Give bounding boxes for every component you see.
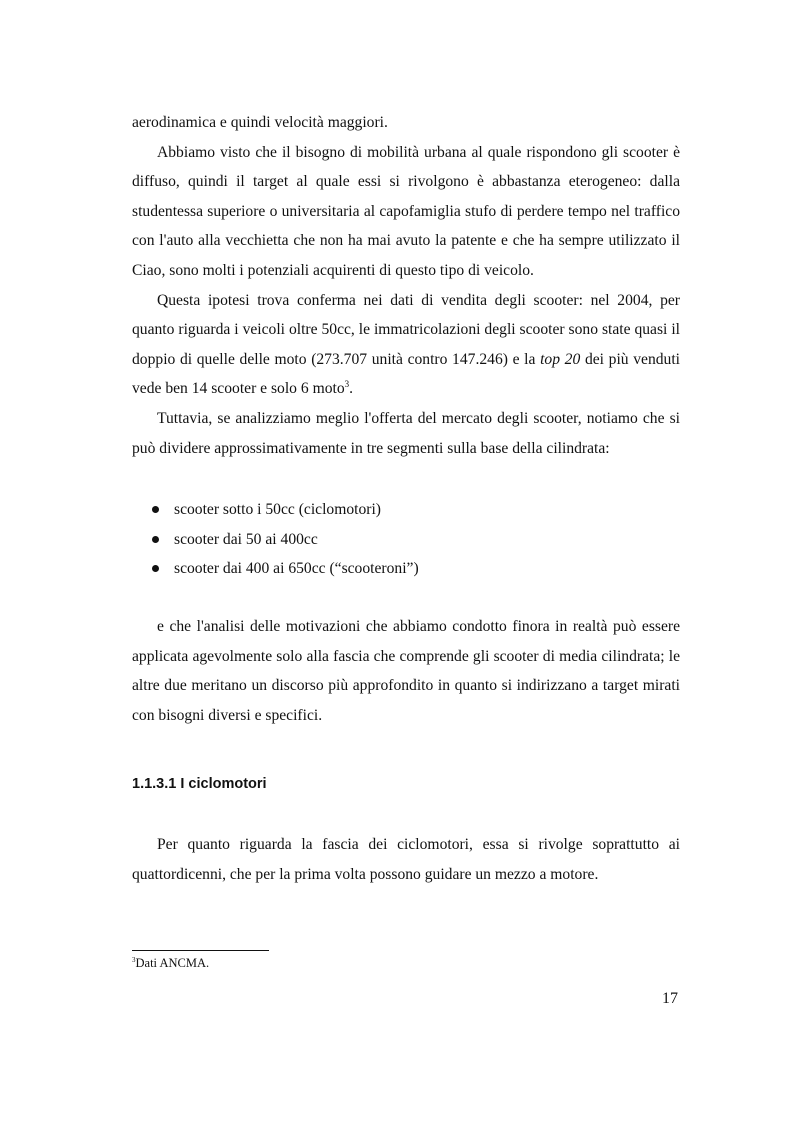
- top20-emphasis: top 20: [540, 350, 581, 368]
- paragraph-continuation: aerodinamica e quindi velocità maggiori.: [132, 114, 388, 131]
- sales-text-b: dei più venduti vede ben 14 scooter e solo 6 moto: [132, 350, 681, 398]
- list-item: [132, 495, 680, 525]
- page-number: 17: [662, 990, 678, 1007]
- list-item: [132, 525, 680, 555]
- paragraph-mobility: Abbiamo visto che il bisogno di mobilità urbana al quale rispondono gli scooter è diffuso, quindi il target al quale essi si rivolgono è abbastanza eterogeneo: dalla studentessa superiore o universitaria al capofamiglia stufo di perdere tempo nel traffico con l'auto alla vecchietta che non ha mai avuto la patente e che ha sempre utilizzato il Ciao, sono molti i potenziali acquirenti di questo tipo di veicolo.: [132, 143, 680, 279]
- bullet-icon: [152, 565, 159, 572]
- list-item: [132, 554, 680, 584]
- footnote-reference[interactable]: 3: [344, 379, 350, 390]
- footnote-divider: [132, 950, 269, 951]
- sales-text-end: .: [349, 380, 354, 398]
- list-item-text: scooter dai 400 ai 650cc (“scooteroni”): [174, 560, 419, 578]
- footnote-text: Dati ANCMA.: [135, 956, 210, 970]
- section-heading: 1.1.3.1 I ciclomotori: [132, 776, 267, 793]
- paragraph-segments: Tuttavia, se analizziamo meglio l'offerta del mercato degli scooter, notiamo che si può dividere approssimativamente in tre segmenti sulla base della cilindrata:: [132, 409, 680, 457]
- list-item-text: scooter sotto i 50cc (ciclomotori): [174, 501, 381, 519]
- list-item-text: scooter dai 50 ai 400cc: [174, 530, 318, 548]
- segment-list: [132, 495, 680, 584]
- footnote-number: 3: [132, 955, 136, 964]
- bullet-icon: [152, 506, 159, 513]
- paragraph-ciclomotori: Per quanto riguarda la fascia dei ciclomotori, essa si rivolge soprattutto ai quattordicenni, che per la prima volta possono guidare un mezzo a motore.: [132, 836, 680, 883]
- footnote: [132, 955, 209, 971]
- sales-text-a: Questa ipotesi trova conferma nei dati di vendita degli scooter: nel 2004, per quanto riguarda i veicoli oltre 50cc, le immatricolazioni degli scooter sono state quasi il doppio di quelle delle moto (273.707 unità contro 147.246) e la: [132, 291, 680, 368]
- paragraph-analysis: e che l'analisi delle motivazioni che abbiamo condotto finora in realtà può essere applicata agevolmente solo alla fascia che comprende gli scooter di media cilindrata; le altre due meritano un discorso più approfondito in quanto si indirizzano a target mirati con bisogni diversi e specifici.: [132, 617, 680, 724]
- bullet-icon: [152, 536, 159, 543]
- paragraph-sales: [132, 286, 680, 404]
- page-body: [132, 108, 680, 889]
